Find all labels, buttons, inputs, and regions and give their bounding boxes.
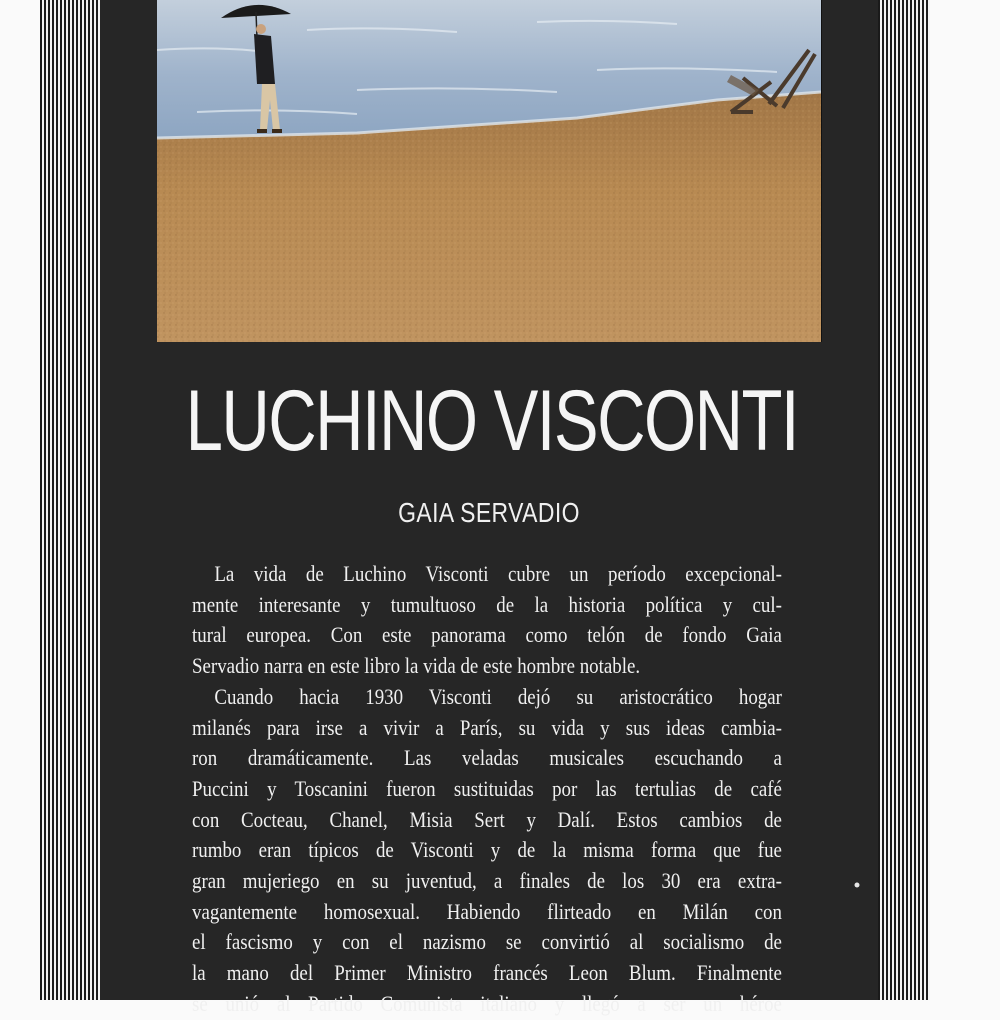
print-speck bbox=[852, 880, 862, 890]
synopsis-line: el fascismo y con el nazismo se convirtió al socialismo de bbox=[192, 929, 782, 955]
synopsis-line: se unió al Partido Comunista italiano y llegó a ser un héroe bbox=[192, 990, 782, 1016]
synopsis-line: vagantemente homosexual. Habiendo flirteado en Milán con bbox=[192, 898, 782, 924]
synopsis-line: la mano del Primer Ministro francés Leon Blum. Finalmente bbox=[192, 960, 782, 986]
synopsis-line: con Cocteau, Chanel, Misia Sert y Dalí. Estos cambios de bbox=[192, 806, 782, 832]
synopsis-line: Puccini y Toscanini fueron sustituidas por las tertulias de café bbox=[192, 775, 782, 801]
book-author: GAIA SERVADIO bbox=[398, 497, 580, 528]
beach-scene-image bbox=[157, 0, 821, 342]
synopsis-line: Cuando hacia 1930 Visconti dejó su aristocrático hogar bbox=[214, 683, 782, 709]
synopsis-line: mente interesante y tumultuoso de la historia política y cul- bbox=[192, 591, 782, 617]
right-striped-border bbox=[878, 0, 930, 1000]
book-title: LUCHINO VISCONTI bbox=[185, 373, 798, 469]
synopsis-line: rumbo eran típicos de Visconti y de la misma forma que fue bbox=[192, 837, 782, 863]
synopsis-text bbox=[192, 559, 782, 1020]
synopsis-line: gran mujeriego en su juventud, a finales de los 30 era extra- bbox=[192, 868, 782, 894]
synopsis-line: tural europea. Con este panorama como telón de fondo Gaia bbox=[192, 622, 782, 648]
left-striped-border bbox=[40, 0, 100, 1000]
synopsis-line: La vida de Luchino Visconti cubre un período excepcional- bbox=[214, 561, 782, 586]
synopsis-line: Servadio narra en este libro la vida de este hombre notable. bbox=[192, 653, 641, 679]
synopsis-line: ron dramáticamente. Las veladas musicales escuchando a bbox=[192, 745, 782, 771]
cover-photo-beach bbox=[157, 0, 822, 342]
synopsis-line: milanés para irse a vivir a París, su vida y sus ideas cambia- bbox=[192, 714, 782, 740]
